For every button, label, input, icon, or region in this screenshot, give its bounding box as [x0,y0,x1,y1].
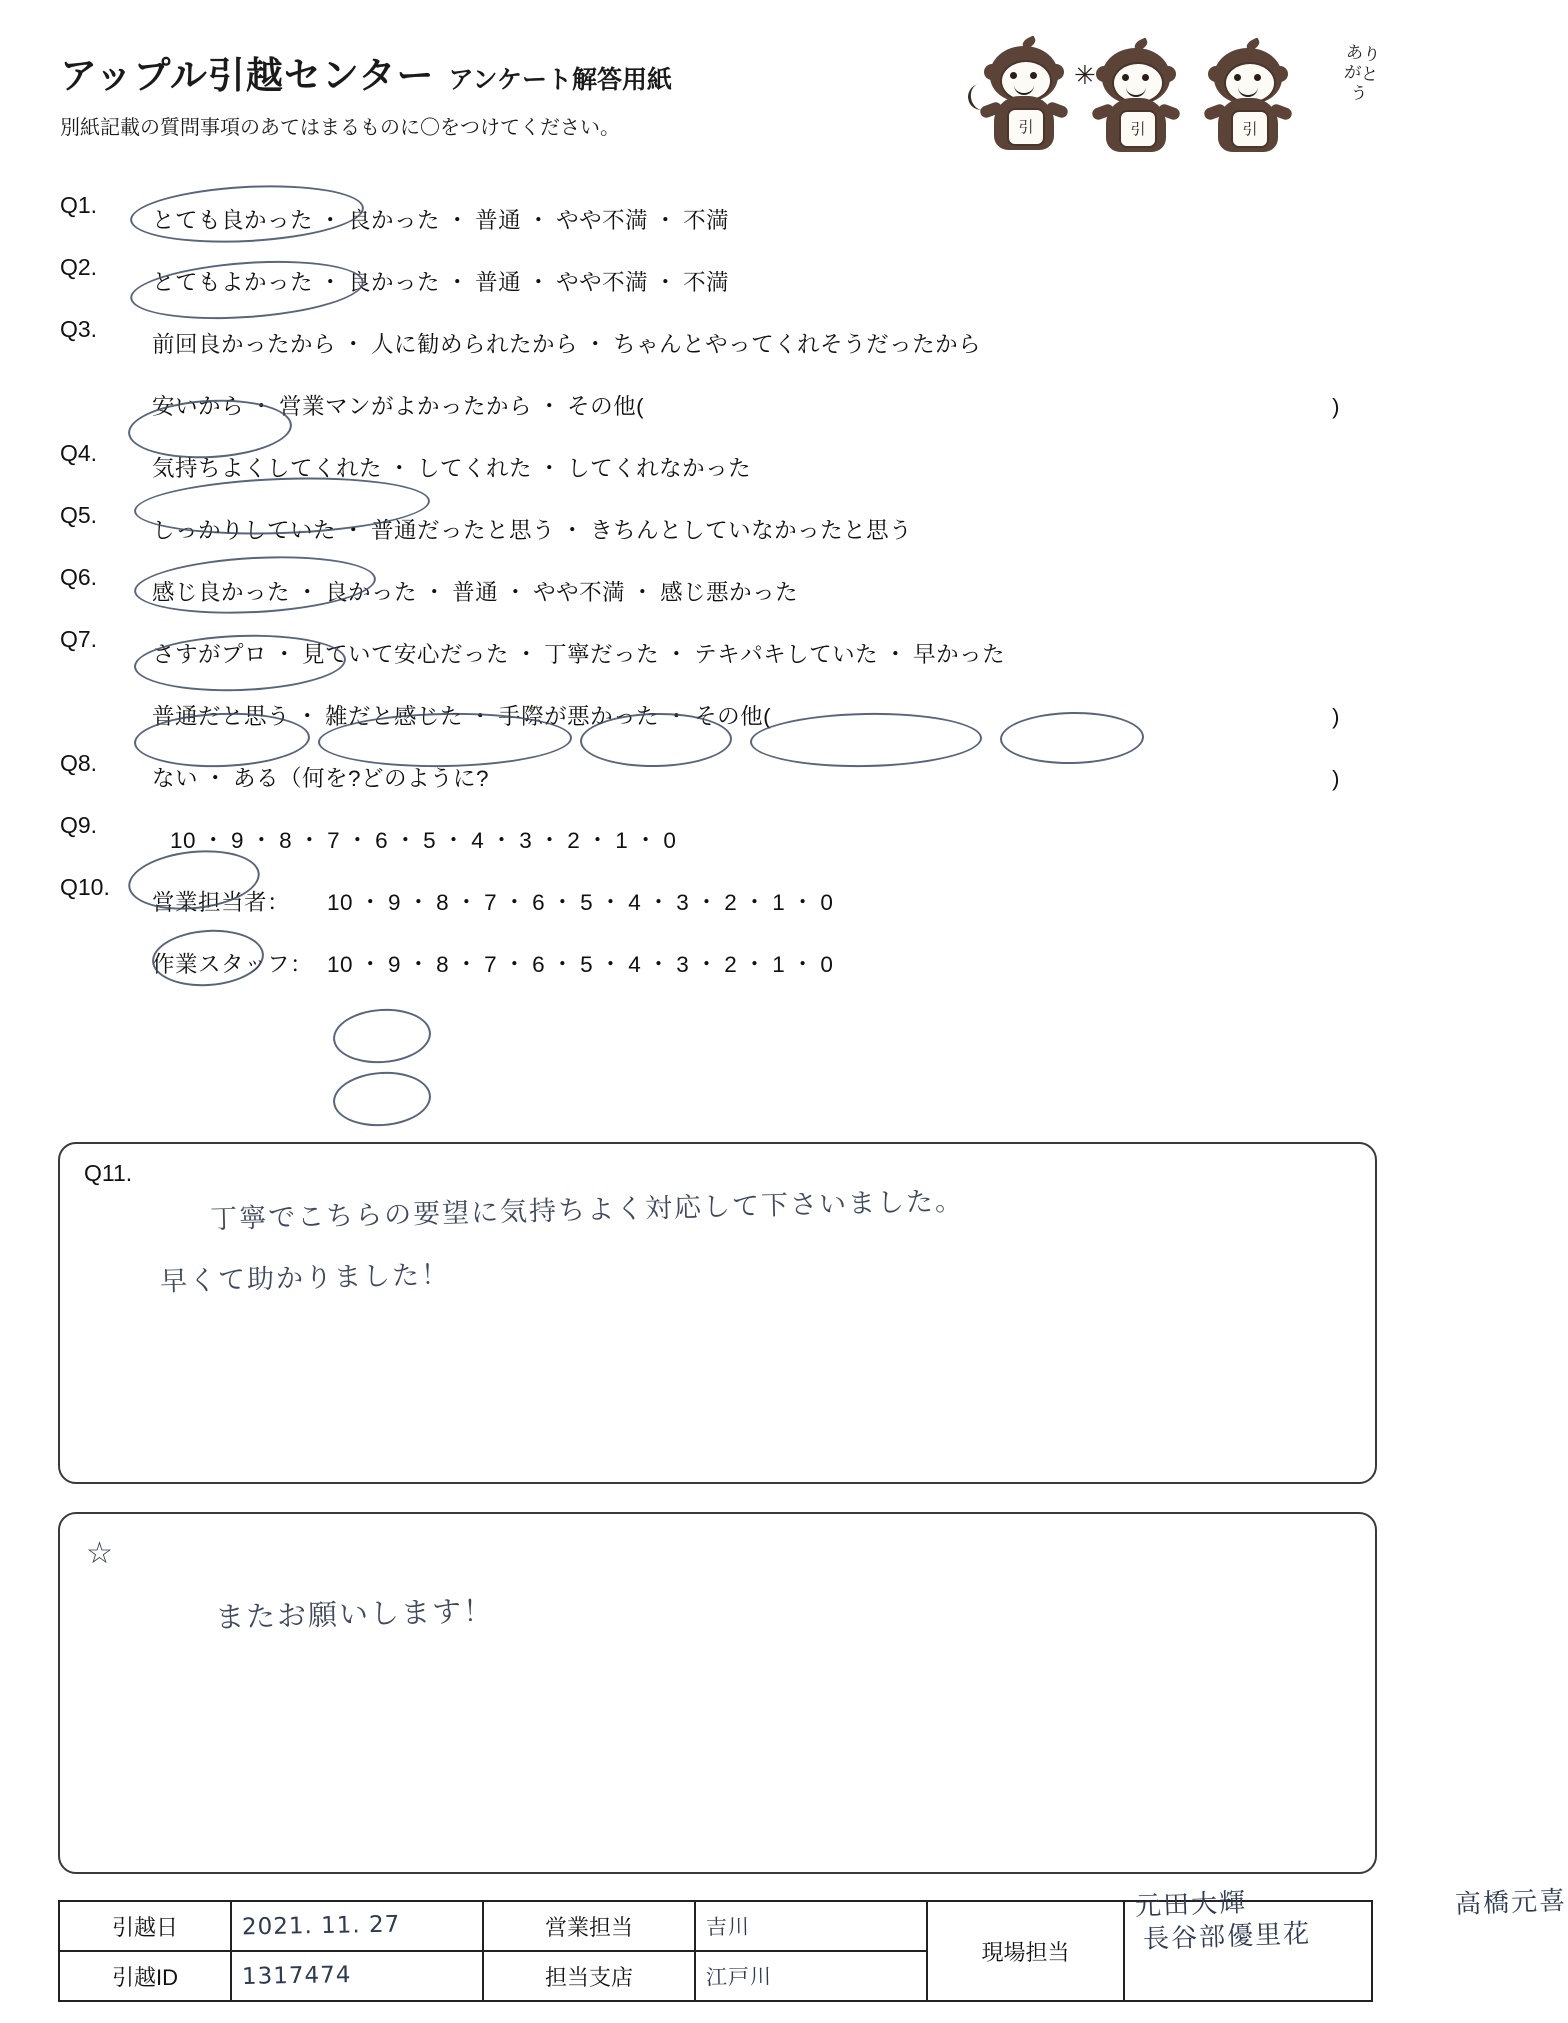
scale-value[interactable]: 2 [724,890,738,915]
option[interactable]: 人に勧められたから [371,332,579,357]
option-separator: ・ [527,270,551,295]
option[interactable]: 感じ悪かった [660,580,799,605]
option-separator: ・ [504,580,528,605]
scale-value[interactable]: 4 [471,828,485,853]
scale-value[interactable]: 6 [375,828,389,853]
star-handwriting: またお願いします！ [214,1593,495,1635]
scale-value[interactable]: 3 [676,890,690,915]
scale-value[interactable]: 0 [820,952,834,977]
question-q9 [60,810,1380,872]
option-separator: ・ [695,890,719,915]
option-separator: ・ [359,890,383,915]
option[interactable]: 不満 [683,208,730,233]
question-q3 [60,314,1380,438]
question-options [152,562,1380,624]
question-number: Q1. [60,192,98,218]
option-separator: ・ [346,828,370,853]
option[interactable]: 早かった [913,642,1006,667]
monkey-belly [1231,110,1269,148]
option[interactable]: 普通 [452,580,499,605]
option[interactable]: 気持ちよくしてくれた [152,456,383,481]
monkey-belly [1119,110,1157,148]
option[interactable]: テキパキしていた [694,642,879,667]
footer-label-move-date: 引越日 [59,1901,231,1951]
question-options [152,624,1380,748]
option[interactable]: 普通 [475,270,522,295]
option-separator: ・ [446,270,470,295]
option-separator: ・ [442,828,466,853]
option-separator: ・ [469,704,493,729]
monkey-eye-left [1122,74,1129,81]
question-options [152,748,1380,810]
option-separator: ・ [791,890,815,915]
option[interactable]: やや不満 [533,580,626,605]
option-separator: ・ [791,952,815,977]
option-separator: ・ [388,456,412,481]
option-separator: ・ [515,642,539,667]
option-separator: ・ [584,332,608,357]
scale-value[interactable]: 10 [327,952,354,977]
scale-value[interactable]: 6 [532,890,546,915]
option-separator: ・ [654,208,678,233]
monkey-body [1218,98,1278,152]
scale-value[interactable]: 7 [484,952,498,977]
belly-kanji: 引 [1018,119,1034,136]
option[interactable]: 雑だと感じた [325,704,464,729]
question-number: Q6. [60,564,98,590]
question-number: Q2. [60,254,98,280]
scale-value[interactable]: 1 [772,890,786,915]
option-separator: ・ [665,704,689,729]
option-separator: ・ [665,642,689,667]
option-separator: ・ [743,890,767,915]
footer-label-site-manager: 現場担当 [927,1901,1124,2001]
option[interactable]: ある（何を?どのように? [233,766,490,791]
option[interactable]: きちんとしていなかったと思う [590,518,913,543]
option[interactable]: やや不満 [556,270,649,295]
question-q5 [60,500,1380,562]
handwritten-move-date: 2021. 11. 27 [241,1911,401,1941]
monkey-icon [1202,48,1294,156]
scale-value[interactable]: 9 [388,890,402,915]
option[interactable]: 普通だったと思う [371,518,556,543]
footer-label-branch: 担当支店 [483,1951,695,2001]
monkey-eye-right [1142,74,1149,81]
option[interactable]: やや不満 [556,208,649,233]
scale-row-label-staff: 作業スタッフ： [152,952,314,977]
circle-mark-q10-staff [331,1069,433,1130]
sparkle-icon: ✳ [1074,60,1096,90]
option[interactable]: してくれた [417,456,533,481]
option-separator: ・ [561,518,585,543]
monkey-arm-left [1203,103,1228,122]
option-separator: ・ [490,828,514,853]
option-separator: ・ [342,332,366,357]
scale-value[interactable]: 0 [663,828,677,853]
instruction-text: 別紙記載の質問事項のあてはまるものに〇をつけてください。 [60,117,620,139]
scale-value[interactable]: 1 [615,828,629,853]
option[interactable]: 普通 [475,208,522,233]
scale-value[interactable]: 9 [231,828,245,853]
option-separator: ・ [455,890,479,915]
option[interactable]: 良かった [325,580,418,605]
option-separator: ・ [503,890,527,915]
footer-label-move-id: 引越ID [59,1951,231,2001]
option-separator: ・ [319,208,343,233]
q11-tag: Q11. [84,1160,133,1186]
option-separator: ・ [273,642,297,667]
option-separator: ・ [538,828,562,853]
option[interactable]: 良かった [348,270,441,295]
question-number: Q10. [60,874,110,900]
handwritten-move-id: 1317474 [241,1962,352,1990]
scale-row-label-sales: 営業担当者： [152,890,291,915]
option-close-paren: ) [1332,704,1340,729]
option[interactable]: 不満 [683,270,730,295]
option[interactable]: とても良かった [152,208,314,233]
option-separator: ・ [551,952,575,977]
monkey-eye-right [1254,74,1261,81]
scale-value[interactable]: 4 [628,890,642,915]
question-scale [152,810,1380,872]
option-separator: ・ [695,952,719,977]
option-separator: ・ [884,642,908,667]
option-separator: ・ [455,952,479,977]
question-q1 [60,190,1380,252]
q11-handwriting-line1: 丁寧でこちらの要望に気持ちよく対応して下さいました。 [209,1185,965,1236]
option-separator: ・ [551,890,575,915]
option[interactable]: 前回良かったから [152,332,337,357]
option[interactable]: しっかりしていた [152,518,337,543]
monkey-body [994,96,1054,150]
option-separator: ・ [631,580,655,605]
belly-kanji: 引 [1130,121,1146,138]
option-separator: ・ [446,208,470,233]
option-separator: ・ [647,890,671,915]
scale-value[interactable]: 7 [484,890,498,915]
monkey-ear-left [984,64,1000,80]
footer-value-move-id[interactable] [231,1951,483,2001]
footer-value-move-date[interactable] [231,1901,483,1951]
footer-signature-cell[interactable] [1124,1886,1568,2001]
scale-value[interactable]: 5 [580,890,594,915]
question-options [152,500,1380,562]
signature-3: 長谷部優里花 [1142,1919,1312,1955]
option-separator: ・ [250,828,274,853]
option-separator: ・ [538,456,562,481]
option-separator: ・ [407,952,431,977]
option-close-paren: ) [1332,394,1340,419]
question-q4 [60,438,1380,500]
scale-value[interactable]: 8 [279,828,293,853]
scale-value[interactable]: 3 [519,828,533,853]
table-row [59,1901,1372,1951]
option-separator: ・ [538,394,562,419]
option-separator: ・ [654,270,678,295]
option-separator: ・ [599,890,623,915]
monkey-eye-right [1030,72,1037,79]
belly-kanji: 引 [1242,121,1258,138]
scale-value[interactable]: 2 [567,828,581,853]
scale-value[interactable]: 8 [436,952,450,977]
question-list [60,190,1380,996]
option-separator: ・ [647,952,671,977]
option-separator: ・ [527,208,551,233]
option-separator: ・ [634,828,658,853]
question-q8 [60,748,1380,810]
option[interactable]: さすがプロ [152,642,268,667]
star-icon: ☆ [86,1537,113,1570]
option-separator: ・ [586,828,610,853]
footer-label-sales-rep: 営業担当 [483,1901,695,1951]
option-separator: ・ [296,580,320,605]
scale-value[interactable]: 10 [327,890,354,915]
question-number: Q8. [60,750,98,776]
page-title: アンケート解答用紙 [448,66,672,94]
option[interactable]: 見ていて安心だった [302,642,510,667]
monkey-ear-left [1208,66,1224,82]
footer-value-sales-rep[interactable] [695,1901,927,1951]
option-separator: ・ [296,704,320,729]
scale-value[interactable]: 4 [628,952,642,977]
option-separator: ・ [599,952,623,977]
signature-2: 高橋元喜 [1454,1886,1568,1920]
star-comment-box[interactable] [58,1512,1377,1874]
footer-table [58,1886,1568,2002]
question-number: Q3. [60,316,98,342]
q11-handwriting-line2: 早くて助かりました！ [159,1259,451,1298]
q11-comment-box[interactable] [58,1142,1377,1484]
monkey-icon [1090,48,1182,156]
option-separator: ・ [250,394,274,419]
scale-value[interactable]: 3 [676,952,690,977]
scale-value[interactable]: 6 [532,952,546,977]
monkey-eye-left [1234,74,1241,81]
option-separator: ・ [394,828,418,853]
option-separator: ・ [743,952,767,977]
monkey-ear-left [1096,66,1112,82]
question-options [152,438,1380,500]
question-scale-group [152,872,1380,996]
option[interactable]: 手際が悪かった [498,704,660,729]
scale-value[interactable]: 1 [772,952,786,977]
scale-value[interactable]: 2 [724,952,738,977]
monkey-arm-right [1045,101,1070,120]
monkey-arm-right [1157,103,1182,122]
handwritten-sales-rep: 吉川 [705,1914,751,1940]
question-options [152,252,1380,314]
mascot-illustration [968,38,1388,168]
brand-title: アップル引越センター [60,55,435,96]
scale-value[interactable]: 7 [327,828,341,853]
monkey-body [1106,98,1166,152]
question-options [152,190,1380,252]
question-number: Q7. [60,626,98,652]
option-separator: ・ [298,828,322,853]
footer-value-branch[interactable] [695,1951,927,2001]
scale-value[interactable]: 5 [423,828,437,853]
question-number: Q4. [60,440,98,466]
signature-1: 元田大輝 [1134,1888,1248,1922]
option[interactable]: その他( [567,394,645,419]
option-separator: ・ [319,270,343,295]
option[interactable]: 感じ良かった [152,580,291,605]
option[interactable]: 安いから [152,394,245,419]
monkey-belly [1007,108,1045,146]
option[interactable]: 営業マンがよかったから [279,394,533,419]
option-separator: ・ [359,952,383,977]
monkey-icon [978,46,1070,154]
handwritten-branch: 江戸川 [705,1964,773,1990]
option-separator: ・ [204,766,228,791]
thanks-text: ありがとう [1343,42,1382,104]
option[interactable]: ない [152,766,199,791]
option-separator: ・ [503,952,527,977]
question-q2 [60,252,1380,314]
question-options [152,314,1380,438]
question-q10 [60,872,1380,996]
option[interactable]: 普通だと思う [152,704,291,729]
scale-value[interactable]: 10 [170,828,197,853]
question-number: Q9. [60,812,98,838]
circle-mark-q10-sales [331,1006,433,1067]
question-number: Q5. [60,502,98,528]
scale-value[interactable]: 8 [436,890,450,915]
option-close-paren: ) [1332,766,1340,791]
monkey-arm-left [1091,103,1116,122]
scale-value[interactable]: 0 [820,890,834,915]
monkey-arm-right [1269,103,1294,122]
option[interactable]: その他( [694,704,772,729]
question-q6 [60,562,1380,624]
option[interactable]: 丁寧だった [544,642,660,667]
option[interactable]: 良かった [348,208,441,233]
option-separator: ・ [423,580,447,605]
question-q7 [60,624,1380,748]
option[interactable]: してくれなかった [567,456,752,481]
option-separator: ・ [342,518,366,543]
scale-value[interactable]: 9 [388,952,402,977]
option-separator: ・ [407,890,431,915]
option[interactable]: ちゃんとやってくれそうだったから [613,332,982,357]
option[interactable]: とてもよかった [152,270,314,295]
option-separator: ・ [202,828,226,853]
monkey-eye-left [1010,72,1017,79]
scale-value[interactable]: 5 [580,952,594,977]
